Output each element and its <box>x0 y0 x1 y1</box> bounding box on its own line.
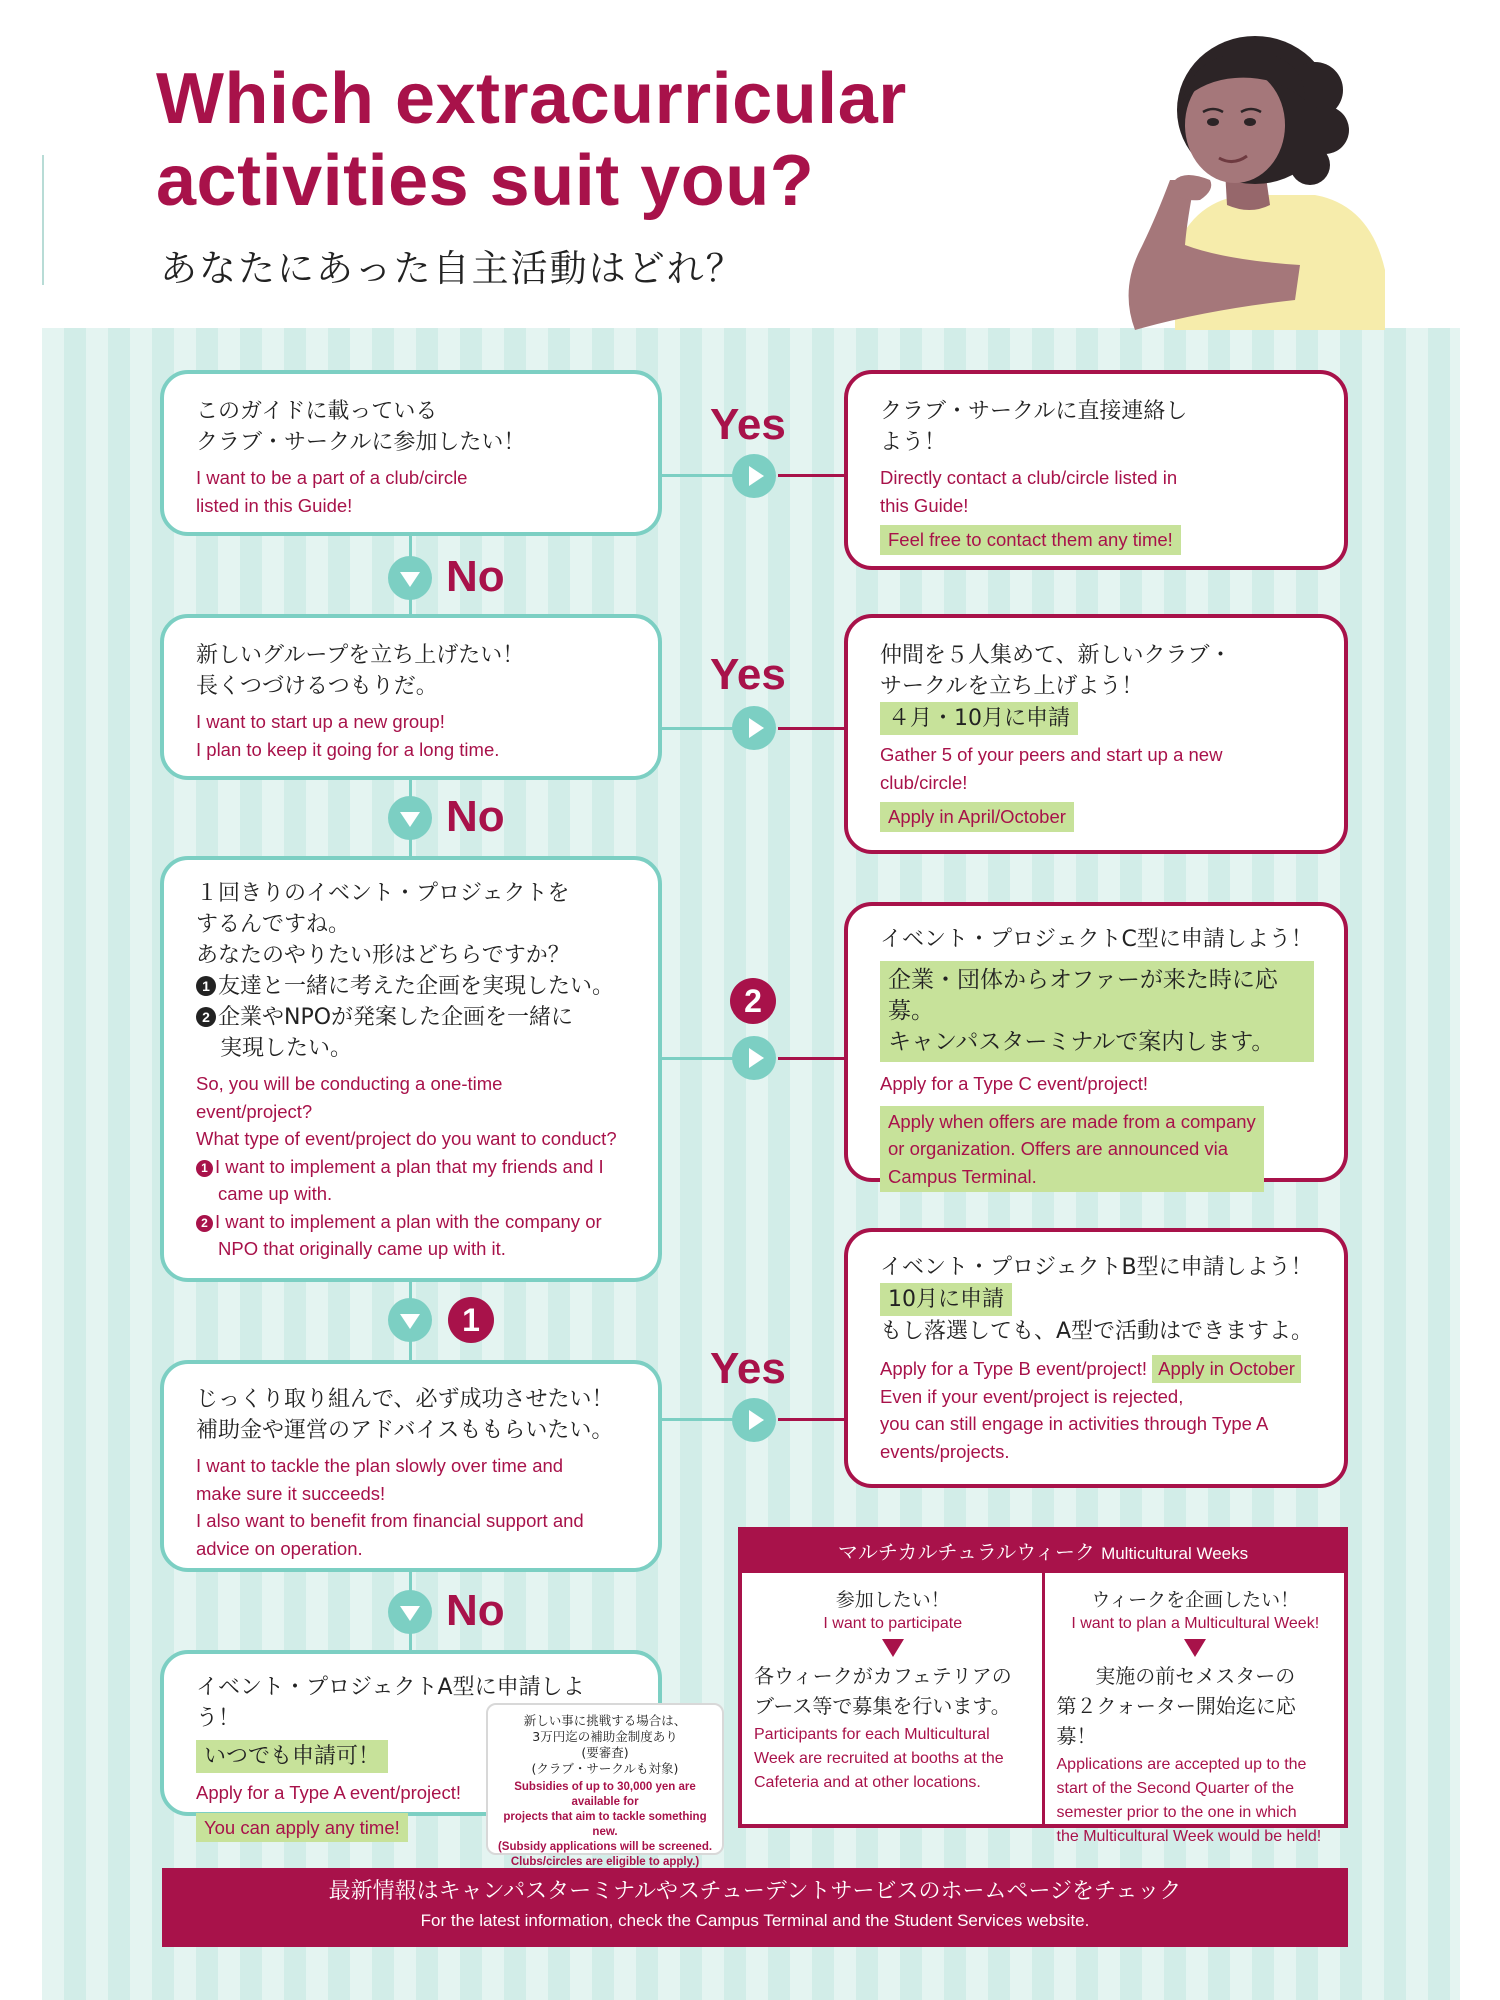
answer-box-type-b <box>844 1228 1348 1488</box>
connector-yes2-maroon <box>778 727 844 730</box>
q3-en-option2-cont: NPO that originally came up with it. <box>218 1238 506 1259</box>
mcw-left-jp-body2: ブース等で募集を行います。 <box>754 1694 1011 1718</box>
yes-label-3: Yes <box>710 1344 786 1393</box>
q3-jp-option1-text: 友達と一緒に考えた企画を実現したい。 <box>218 974 615 999</box>
mcw-right-en-body3: semester prior to the one in which <box>1056 1804 1297 1821</box>
arrow-right-icon <box>732 1398 776 1442</box>
q3-en-option1-cont: came up with. <box>218 1183 333 1204</box>
q5-jp-highlight: いつでも申請可！ <box>196 1740 388 1773</box>
mcw-plan-column <box>1045 1573 1345 1845</box>
mcw-left-en-body <box>754 1723 1032 1795</box>
mcw-left-jp-title: 参加したい！ <box>835 1589 950 1611</box>
question-box-join-club <box>160 370 662 536</box>
connector-yes3-maroon <box>778 1418 844 1421</box>
arrow-down-icon <box>388 556 432 600</box>
option-1-icon: 1 <box>196 1160 213 1177</box>
q3-en-line3: What type of event/project do you want to conduct? <box>196 1128 617 1149</box>
footer-banner <box>162 1868 1348 1947</box>
arrow-down-icon <box>388 1590 432 1634</box>
mcw-right-jp-body2: 第２クォーター開始迄に応募！ <box>1056 1694 1296 1748</box>
mcw-left-en-body3: Cafeteria and at other locations. <box>754 1774 981 1791</box>
q3-jp-line3: あなたのやりたい形はどちらですか？ <box>196 943 570 968</box>
title-line-2: activities suit you? <box>156 141 815 221</box>
q1-en-line1: I want to be a part of a club/circle <box>196 467 468 488</box>
mcw-participate-column <box>742 1573 1045 1825</box>
connector-yes2-teal <box>662 727 734 730</box>
a2-en-line1: Gather 5 of your peers and start up a new <box>880 744 1223 765</box>
q3-en-option1 <box>196 1153 628 1181</box>
option-1-badge: 1 <box>448 1297 494 1343</box>
mcw-header-en: Multicultural Weeks <box>1101 1544 1249 1563</box>
arrow-down-icon <box>388 1298 432 1342</box>
option-1-icon: 1 <box>196 976 216 996</box>
a4-en-line3: you can still engage in activities through Type A <box>880 1413 1269 1434</box>
q4-en-line3: I also want to benefit from financial support and <box>196 1510 584 1531</box>
option-2-icon: 2 <box>196 1215 213 1232</box>
answer-box-type-c <box>844 902 1348 1187</box>
mcw-right-en-body <box>1057 1753 1335 1849</box>
subsidy-en-line2: projects that aim to tackle something new. <box>503 1811 707 1838</box>
q3-en-line1: So, you will be conducting a one-time <box>196 1073 503 1094</box>
a3-en-hl-line1: Apply when offers are made from a company <box>888 1110 1256 1132</box>
subsidy-note <box>486 1703 724 1868</box>
a4-en-highlight: Apply in October <box>1152 1355 1301 1383</box>
q1-jp-line1: このガイドに載っている <box>196 399 438 424</box>
q2-en-line2: I plan to keep it going for a long time. <box>196 738 500 760</box>
a1-jp-line1: クラブ・サークルに直接連絡し <box>880 399 1188 424</box>
a2-jp-highlight: ４月・10月に申請 <box>880 702 1078 735</box>
subsidy-en-line4: Clubs/circles are eligible to apply.) <box>510 1856 700 1868</box>
arrow-down-icon <box>882 1639 904 1657</box>
a4-en-line4: events/projects. <box>880 1440 1010 1462</box>
a1-en-line2: this Guide! <box>880 494 969 516</box>
a2-jp-line2: サークルを立ち上げよう！ <box>880 674 1144 699</box>
mcw-right-en-body2: start of the Second Quarter of the <box>1056 1780 1294 1797</box>
mcw-left-en-body1: Participants for each Multicultural <box>754 1726 990 1743</box>
q3-en-option2 <box>196 1208 628 1236</box>
a3-jp-hl-line1: 企業・団体からオファーが来た時に応募。 <box>888 967 1278 1024</box>
yes-label-2: Yes <box>710 650 786 699</box>
q3-jp-option1 <box>196 971 628 1002</box>
multicultural-weeks-header <box>742 1531 1344 1573</box>
a4-jp-line1: イベント・プロジェクトB型に申請しよう！ <box>880 1255 1313 1280</box>
question-box-tackle-slowly <box>160 1360 662 1572</box>
question-box-one-time-event <box>160 856 662 1282</box>
a3-en-line1: Apply for a Type C event/project! <box>880 1073 1149 1094</box>
mcw-left-jp-body1: 各ウィークがカフェテリアの <box>754 1664 1012 1688</box>
title-line-1: Which extracurricular <box>156 59 907 139</box>
q2-en-line1: I want to start up a new group! <box>196 711 445 732</box>
connector-yes3-teal <box>662 1418 734 1421</box>
subsidy-jp-line3: (要審査) <box>581 1745 629 1760</box>
q2-jp-line1: 新しいグループを立ち上げたい！ <box>196 643 525 668</box>
connector-yes1-teal <box>662 474 734 477</box>
q3-jp-line1: １回きりのイベント・プロジェクトを <box>196 881 570 906</box>
a4-jp-highlight: 10月に申請 <box>880 1283 1012 1316</box>
q4-en-line2: make sure it succeeds! <box>196 1482 386 1504</box>
q3-en-option2-text: I want to implement a plan with the company or <box>215 1210 602 1232</box>
arrow-down-icon <box>388 796 432 840</box>
subsidy-jp-line1: 新しい事に挑戦する場合は、 <box>523 1713 687 1728</box>
q4-jp-line1: じっくり取り組んで、必ず成功させたい！ <box>196 1387 614 1412</box>
mcw-right-jp-title: ウィークを企画したい！ <box>1091 1589 1300 1611</box>
q1-en-line2: listed in this Guide! <box>196 494 353 516</box>
no-label-3: No <box>446 1586 505 1635</box>
mcw-right-jp-body1: 実施の前セメスターの <box>1095 1664 1296 1688</box>
answer-box-contact-club <box>844 370 1348 570</box>
connector-yes1-maroon <box>778 474 844 477</box>
subsidy-jp-line2: 3万円迄の補助金制度あり <box>532 1729 678 1744</box>
answer-box-start-club <box>844 614 1348 854</box>
option-2-badge: 2 <box>730 978 776 1024</box>
q5-en-highlight: You can apply any time! <box>196 1813 408 1843</box>
a3-jp-line1: イベント・プロジェクトC型に申請しよう！ <box>880 927 1313 952</box>
connector-opt2-teal <box>662 1057 734 1060</box>
subsidy-en-line1: Subsidies of up to 30,000 yen are available for <box>514 1781 696 1808</box>
a1-jp-line2: よう！ <box>880 430 947 455</box>
subsidy-jp-line4: (クラブ・サークルも対象) <box>531 1761 679 1776</box>
mcw-header-jp: マルチカルチュラルウィーク <box>837 1540 1096 1564</box>
arrow-right-icon <box>732 1036 776 1080</box>
a3-jp-hl-line2: キャンパスターミナルで案内します。 <box>888 1029 1275 1055</box>
a4-en-line1-row <box>880 1355 1314 1383</box>
subsidy-en <box>494 1780 716 1870</box>
mcw-right-en-title: I want to plan a Multicultural Week! <box>1071 1615 1320 1632</box>
mcw-columns <box>742 1573 1344 1845</box>
q4-en-line1: I want to tackle the plan slowly over time and <box>196 1455 564 1476</box>
yes-label-1: Yes <box>710 400 786 449</box>
q3-en-option1-text: I want to implement a plan that my friends and I <box>215 1155 604 1177</box>
woman-thinking-illustration <box>1115 30 1415 330</box>
q4-jp-line2: 補助金や運営のアドバイスももらいたい。 <box>196 1418 614 1443</box>
arrow-right-icon <box>732 454 776 498</box>
no-label-2: No <box>446 792 505 841</box>
mcw-right-en-body1: Applications are accepted up to the <box>1056 1756 1307 1773</box>
a2-jp-line1: 仲間を５人集めて、新しいクラブ・ <box>880 643 1232 668</box>
q1-jp-line2: クラブ・サークルに参加したい！ <box>196 430 526 455</box>
q2-jp-line2: 長くつづけるつもりだ。 <box>196 674 438 699</box>
a3-en-hl-line2: or organization. Offers are announced via <box>888 1138 1229 1159</box>
a3-jp-highlight <box>880 961 1314 1062</box>
page-title <box>156 58 1116 222</box>
page-subtitle: あなたにあった自主活動はどれ？ <box>160 247 745 290</box>
no-label-1: No <box>446 552 505 601</box>
mcw-left-en-body2: Week are recruited at booths at the <box>754 1750 1004 1767</box>
option-2-icon: 2 <box>196 1007 216 1027</box>
multicultural-weeks-panel <box>738 1527 1348 1845</box>
q3-jp-option2 <box>196 1002 628 1033</box>
a3-en-highlight <box>880 1106 1264 1193</box>
a2-en-line2: club/circle! <box>880 771 968 793</box>
q5-jp-line1: イベント・プロジェクトA型に申請しよう！ <box>196 1675 585 1731</box>
connector-opt2-maroon <box>778 1057 844 1060</box>
q3-jp-option2-text: 企業やNPOが発案した企画を一緒に <box>218 1005 574 1030</box>
a2-en-highlight: Apply in April/October <box>880 802 1074 832</box>
a4-jp-line2: もし落選しても、A型で活動はできますよ。 <box>880 1319 1314 1344</box>
mcw-left-en-title: I want to participate <box>823 1615 963 1632</box>
footer-jp: 最新情報はキャンパスターミナルやスチューデントサービスのホームページをチェック <box>328 1879 1182 1904</box>
a4-en-line1: Apply for a Type B event/project! <box>880 1358 1148 1379</box>
arrow-right-icon <box>732 706 776 750</box>
question-box-new-group <box>160 614 662 780</box>
q3-jp-option2-cont: 実現したい。 <box>220 1036 353 1061</box>
a1-highlight: Feel free to contact them any time! <box>880 525 1181 555</box>
a4-en-line2: Even if your event/project is rejected, <box>880 1385 1184 1407</box>
a1-en-line1: Directly contact a club/circle listed in <box>880 467 1178 488</box>
footer-en: For the latest information, check the Campus Terminal and the Student Services website. <box>420 1911 1090 1930</box>
left-edge-line <box>42 155 44 285</box>
a3-en-hl-line3: Campus Terminal. <box>888 1165 1037 1187</box>
q3-jp-line2: するんですね。 <box>196 912 351 937</box>
q3-en-line2: event/project? <box>196 1100 313 1122</box>
subsidy-en-line3: (Subsidy applications will be screened. <box>497 1841 713 1853</box>
q5-en-line1: Apply for a Type A event/project! <box>196 1782 461 1803</box>
mcw-right-en-body4: the Multicultural Week would be held! <box>1056 1828 1322 1845</box>
arrow-down-icon <box>1184 1639 1206 1657</box>
q4-en-line4: advice on operation. <box>196 1537 363 1559</box>
